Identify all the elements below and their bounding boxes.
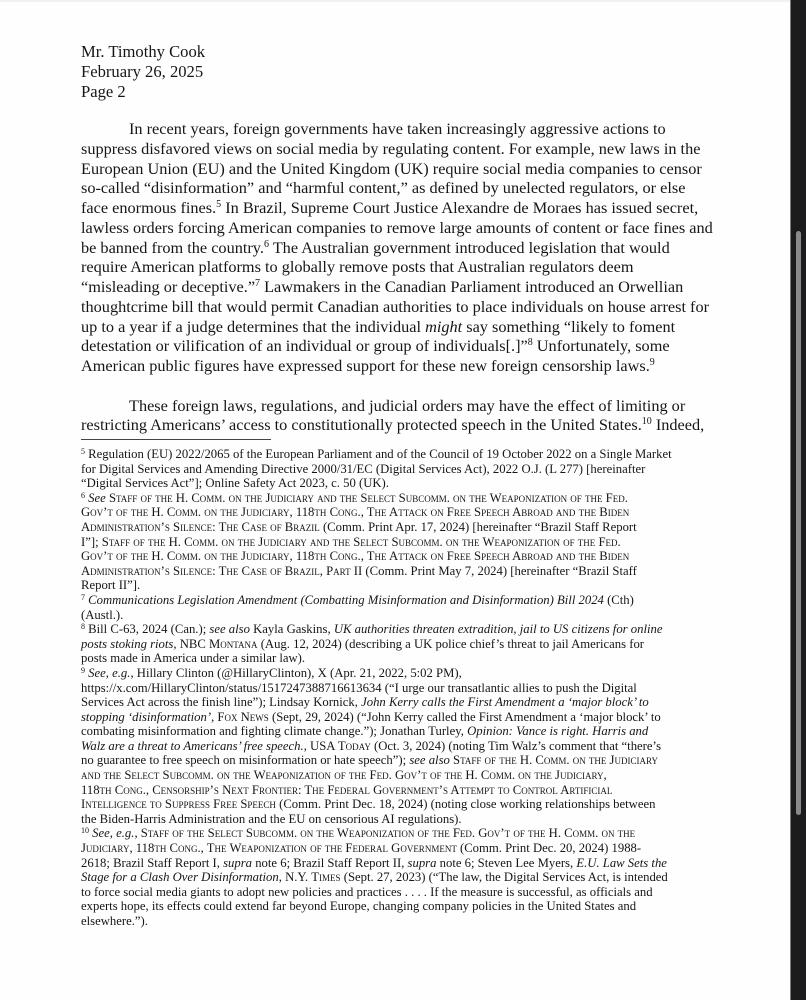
body-line bbox=[81, 198, 771, 218]
body-text-segment: so-called “disinformation” and “harmful content,” as defined by unelected regulators, or else bbox=[81, 178, 686, 198]
footnote-line bbox=[81, 826, 771, 841]
footnote-reference: 9 bbox=[649, 357, 655, 368]
footnote-text: (Sept. 27, 2023) (“The law, the Digital Services Act, is intended bbox=[340, 870, 668, 885]
body-line bbox=[81, 119, 771, 139]
page-number: Page 2 bbox=[81, 81, 126, 101]
footnote-line bbox=[81, 710, 771, 725]
body-text-segment: American public figures have expressed support for these new foreign censorship laws. bbox=[81, 356, 650, 375]
footnote-line bbox=[81, 856, 771, 871]
footnote-line bbox=[81, 491, 771, 506]
body-text-segment: be banned from the country. bbox=[81, 237, 264, 257]
footnote-text: (Comm. Print May 7, 2024) [hereinafter “Brazil Staff bbox=[362, 563, 637, 578]
letter-header bbox=[81, 42, 205, 101]
signal-word: supra bbox=[407, 855, 437, 870]
body-text-segment: The Australian government introduced legislation that would bbox=[268, 237, 670, 257]
footnote-line: posts made in America under a similar law). bbox=[81, 651, 306, 666]
footnote-line: 118th Cong., Censorship’s Next Frontier: The Federal Government’s Attempt to Control Artificial bbox=[81, 782, 613, 797]
footnote-line bbox=[81, 841, 771, 856]
body-line bbox=[81, 336, 771, 356]
footnote-line: to force social media giants to adopt new policies and practices . . . . If the measure is successful, as officials and bbox=[81, 884, 653, 899]
body-text-segment: require American platforms to globally remove posts that Australian regulators deem bbox=[81, 257, 634, 277]
body-text-segment: restricting Americans’ access to constitutionally protected speech in the United States. bbox=[81, 415, 642, 435]
citation-title: stopping ‘disinformation’ bbox=[81, 709, 212, 724]
footnote-8 bbox=[81, 622, 771, 666]
footnote-line bbox=[81, 797, 771, 812]
publication-name: Times bbox=[311, 870, 341, 885]
footnote-text: (Oct. 3, 2024) (noting Tim Walz’s comment that “there’s bbox=[370, 738, 662, 753]
footnote-reference: 5 bbox=[216, 199, 222, 210]
signal-word: See bbox=[88, 490, 106, 505]
body-text-segment: Lawmakers in the Canadian Parliament introduced an Orwellian bbox=[260, 277, 684, 296]
footnote-number: 7 bbox=[81, 592, 85, 602]
recipient-name: Mr. Timothy Cook bbox=[81, 42, 206, 61]
citation-title: John Kerry calls the First Amendment a ‘major block’ to bbox=[361, 695, 649, 710]
footnote-line: https://x.com/HillaryClinton/status/1517247388716613634 (“I urge our transatlantic allies to push the Digital bbox=[81, 680, 637, 695]
body-line bbox=[81, 238, 771, 258]
body-line bbox=[81, 317, 771, 337]
body-text-segment: European Union (EU) and the United Kingdom (UK) require social media companies to censor bbox=[81, 158, 702, 178]
citation-title: Administration’s Silence: The Case of Brazil, Part II bbox=[81, 563, 363, 578]
signal-word: See, e.g. bbox=[88, 665, 131, 680]
body-line bbox=[81, 396, 771, 416]
citation-title: Communications Legislation Amendment (Combatting Misinformation and Disinformation) Bill 2024 bbox=[88, 592, 604, 607]
body-text bbox=[81, 119, 771, 435]
footnote-reference: 6 bbox=[263, 238, 269, 250]
footnote-reference: 10 bbox=[641, 416, 652, 428]
citation-author: Staff of the H. Comm. on the Judiciary and the Select Subcomm. on the Weaponization of the Fed. bbox=[108, 490, 628, 505]
body-text-segment: “misleading or deceptive.” bbox=[81, 277, 256, 296]
footnote-line bbox=[81, 520, 771, 535]
footnote-line: elsewhere.”). bbox=[81, 914, 148, 928]
footnotes bbox=[81, 447, 771, 929]
footnote-text: Services Act across the finish line”); Lindsay Kornick, bbox=[81, 695, 362, 710]
citation-title: posts stoking riots bbox=[81, 636, 174, 651]
body-text-segment: say something “likely to foment bbox=[462, 316, 676, 336]
footnote-text: note 6; Steven Lee Myers, bbox=[436, 855, 577, 870]
footnote-text: (Aug. 12, 2024) (describing a UK police chief’s threat to jail Americans for bbox=[257, 636, 645, 651]
body-line bbox=[81, 257, 771, 277]
footnote-text: combating misinformation and fighting climate change.”); Jonathan Turley, bbox=[81, 724, 468, 739]
scrollbar[interactable] bbox=[790, 0, 806, 1000]
citation-title: Walz are a threat to Americans’ free speech. bbox=[81, 738, 304, 753]
footnote-line: Gov’t of the H. Comm. on the Judiciary, 118th Cong., The Attack on Free Speech Abroad and the Biden bbox=[81, 549, 630, 564]
footnote-line: and the Select Subcomm. on the Weaponization of the Fed. Gov’t of the H. Comm. on the Judiciary, bbox=[81, 768, 607, 783]
footnote-text: (Comm. Print Apr. 17, 2024) [hereinafter “Brazil Staff Report bbox=[319, 519, 637, 534]
footnote-number: 10 bbox=[81, 826, 89, 836]
footnote-line bbox=[81, 695, 771, 710]
publication-name: Montana bbox=[208, 636, 258, 651]
citation-author: Staff of the Select Subcomm. on the Weaponization of the Fed. Gov’t of the H. Comm. on the bbox=[140, 826, 636, 841]
footnote-text: I”]; bbox=[81, 534, 102, 549]
citation-title: UK authorities threaten extradition, jail to US citizens for online bbox=[333, 622, 663, 637]
body-text-segment: Indeed, bbox=[651, 415, 705, 435]
citation-title: Stage for a Clash Over Disinformation bbox=[81, 870, 279, 885]
footnote-line: for Digital Services and Amending Directive 2000/31/EC (Digital Services Act), 2022 O.J. (L 277) [hereinafter bbox=[81, 461, 646, 476]
footnote-number: 6 bbox=[81, 490, 85, 500]
footnote-6 bbox=[81, 491, 771, 593]
footnote-text: Kayla Gaskins, bbox=[249, 622, 334, 637]
body-line bbox=[81, 297, 771, 317]
citation-title: E.U. Law Sets the bbox=[576, 855, 667, 870]
footnote-line bbox=[81, 666, 771, 681]
footnote-text: (Comm. Print Dec. 18, 2024) (noting close working relationships between bbox=[275, 797, 656, 812]
body-text-segment: thoughtcrime bill that would permit Canadian authorities to place individuals on house arrest for bbox=[81, 296, 710, 316]
footnote-line: Report II”]. bbox=[81, 578, 141, 593]
body-text-segment: up to a year if a judge determines that the individual bbox=[81, 316, 426, 336]
publication-name: Today bbox=[337, 738, 371, 753]
body-line bbox=[81, 277, 771, 297]
footnote-line: (Austl.). bbox=[81, 607, 124, 622]
body-line bbox=[81, 415, 771, 435]
emphasis-text: might bbox=[425, 316, 463, 336]
footnote-number: 9 bbox=[81, 665, 85, 675]
footnote-text: 2618; Brazil Staff Report I, bbox=[81, 855, 224, 870]
footnote-line: experts hope, its effects could extend far beyond Europe, changing company policies in the United States and bbox=[81, 899, 637, 914]
body-text-segment: lawless orders forcing American companies to remove large amounts of content or face fines and bbox=[81, 217, 713, 237]
footnote-7 bbox=[81, 593, 771, 622]
paragraph-foreign-laws bbox=[81, 396, 771, 436]
footnote-reference: 7 bbox=[255, 278, 261, 289]
footnote-text: , bbox=[211, 709, 218, 724]
citation-title: Intelligence to Suppress Free Speech bbox=[81, 797, 276, 812]
footnote-line bbox=[81, 535, 771, 550]
citation-title: Opinion: Vance is right. Harris and bbox=[467, 724, 649, 739]
footnote-text: (Sept, 29, 2024) (“John Kerry called the First Amendment a ‘major block’ to bbox=[268, 709, 661, 724]
letter-date: February 26, 2025 bbox=[81, 61, 204, 81]
footnote-line bbox=[81, 870, 771, 885]
footnote-line bbox=[81, 593, 771, 608]
footnote-text: Bill C-63, 2024 (Can.); bbox=[88, 622, 210, 637]
footnote-separator bbox=[81, 439, 271, 440]
footnote-line bbox=[81, 564, 771, 579]
body-text-segment: In recent years, foreign governments have taken increasingly aggressive actions to bbox=[129, 119, 666, 138]
footnote-text: Regulation (EU) 2022/2065 of the European Parliament and of the Council of 19 October 2022 on a Single Market bbox=[88, 447, 672, 461]
footnote-text: , USA bbox=[303, 738, 338, 753]
scrollbar-thumb[interactable] bbox=[796, 231, 801, 815]
paragraph-foreign-governments bbox=[81, 119, 771, 376]
citation-title: Judiciary, 118th Cong., The Weaponization of the Federal Government bbox=[81, 841, 457, 856]
footnote-line bbox=[81, 753, 771, 768]
footnote-text: note 6; Brazil Staff Report II, bbox=[252, 855, 408, 870]
signal-word: See, e.g. bbox=[92, 826, 135, 841]
body-line bbox=[81, 218, 771, 238]
footnote-9 bbox=[81, 666, 771, 827]
footnote-text: (Cth) bbox=[603, 592, 634, 607]
footnote-number: 8 bbox=[81, 622, 85, 632]
footnote-line: “Digital Services Act”]; Online Safety Act 2023, c. 50 (UK). bbox=[81, 476, 389, 491]
body-line bbox=[81, 139, 771, 159]
footnote-text: , bbox=[134, 826, 141, 841]
footnote-line bbox=[81, 739, 771, 754]
footnote-5 bbox=[81, 447, 771, 491]
signal-word: see also bbox=[409, 753, 450, 768]
citation-author: Staff of the H. Comm. on the Judiciary and the Select Subcomm. on the Weaponization of the Fed. bbox=[101, 534, 621, 549]
signal-word: see also bbox=[209, 622, 250, 637]
footnote-number: 5 bbox=[81, 447, 85, 456]
footnote-text: , Hillary Clinton (@HillaryClinton), X (Apr. 21, 2022, 5:02 PM), bbox=[130, 665, 462, 680]
footnote-text: , NBC bbox=[173, 636, 209, 651]
footnote-line bbox=[81, 447, 771, 462]
body-text-segment: suppress disfavored views on social media by regulating content. For example, new laws in the bbox=[81, 138, 701, 158]
footnote-10 bbox=[81, 826, 771, 928]
footnote-line bbox=[81, 637, 771, 652]
top-border bbox=[0, 0, 790, 2]
footnote-line bbox=[81, 622, 771, 637]
body-line bbox=[81, 356, 771, 376]
footnote-line bbox=[81, 724, 771, 739]
body-line bbox=[81, 159, 771, 179]
footnote-text: no guarantee to free speech on misinformation or hate speech”); bbox=[81, 753, 410, 768]
footnote-text: , N.Y. bbox=[278, 870, 312, 885]
footnote-reference: 8 bbox=[527, 337, 533, 349]
footnote-text: (Comm. Print Dec. 20, 2024) 1988- bbox=[456, 841, 642, 856]
body-line bbox=[81, 178, 771, 198]
body-text-segment: These foreign laws, regulations, and judicial orders may have the effect of limiting or bbox=[129, 395, 686, 415]
body-text-segment: In Brazil, Supreme Court Justice Alexandre de Moraes has issued secret, bbox=[221, 198, 699, 217]
signal-word: supra bbox=[223, 855, 253, 870]
body-text-segment: detestation or vilification of an individual or group of individuals[.]” bbox=[81, 336, 528, 356]
citation-title: Administration’s Silence: The Case of Brazil bbox=[81, 519, 320, 534]
publication-name: Fox News bbox=[217, 709, 269, 724]
footnote-line: the Biden-Harris Administration and the EU on censorious AI regulations). bbox=[81, 811, 462, 826]
body-text-segment: Unfortunately, some bbox=[532, 336, 670, 356]
body-text-segment: face enormous fines. bbox=[81, 198, 217, 217]
citation-author: Staff of the H. Comm. on the Judiciary bbox=[453, 753, 658, 768]
footnote-line: Gov’t of the H. Comm. on the Judiciary, 118th Cong., The Attack on Free Speech Abroad and the Biden bbox=[81, 505, 630, 520]
